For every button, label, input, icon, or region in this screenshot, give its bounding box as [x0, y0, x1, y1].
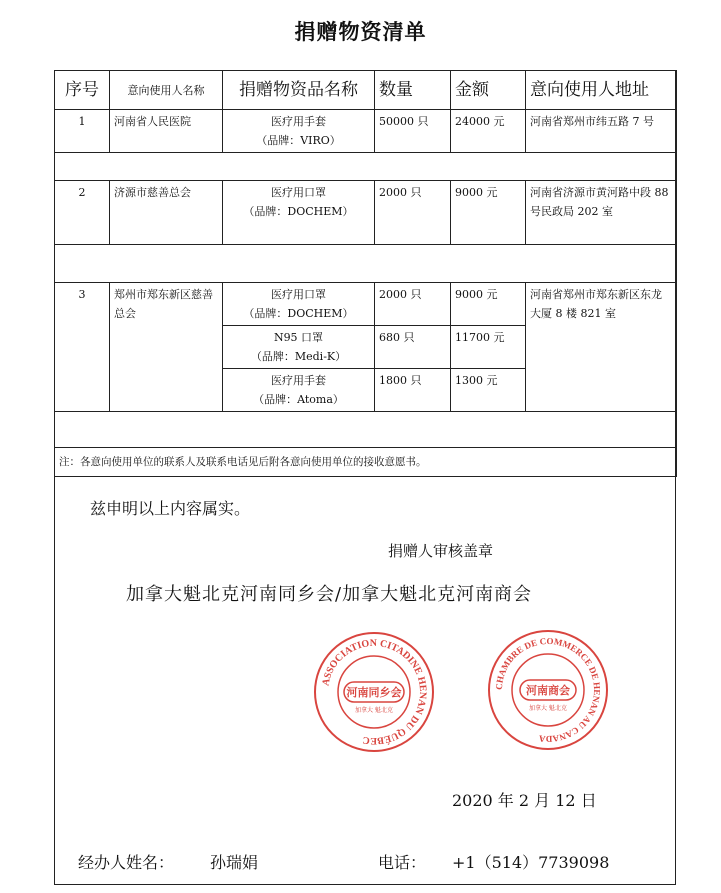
- header-qty: 数量: [375, 71, 451, 110]
- header-address: 意向使用人地址: [526, 71, 677, 110]
- seal-chamber-commerce-henan: [486, 628, 610, 752]
- row-qty: 50000 只: [375, 110, 451, 153]
- row-qty: 2000 只: [375, 283, 451, 326]
- row-no: 3: [55, 283, 110, 412]
- statement: 兹申明以上内容属实。: [90, 499, 251, 518]
- row-recipient: 郑州市郑东新区慈善总会: [110, 283, 223, 412]
- row-qty: 2000 只: [375, 181, 451, 245]
- spacer-row: [55, 412, 677, 448]
- item-name: 医疗用手套: [271, 115, 326, 128]
- organization-name: 加拿大魁北克河南同乡会/加拿大魁北克河南商会: [126, 584, 533, 605]
- item-name: N95 口罩: [273, 331, 324, 344]
- donation-table: [54, 70, 677, 477]
- note-row: [55, 448, 677, 477]
- item-brand: （品牌：Medi-K）: [250, 350, 347, 363]
- header-amount: 金额: [451, 71, 526, 110]
- row-address: 河南省郑州市郑东新区东龙大厦 8 楼 821 室: [526, 283, 677, 412]
- row-item: [223, 326, 375, 369]
- phone-number: +1（514）7739098: [452, 853, 610, 872]
- table-row: [55, 110, 677, 153]
- seal-center-text: 河南同乡会: [346, 686, 402, 699]
- row-amount: 1300 元: [451, 369, 526, 412]
- table-header-row: [55, 71, 677, 110]
- row-item: [223, 181, 375, 245]
- row-item: [223, 369, 375, 412]
- item-name: 医疗用口罩: [271, 186, 326, 199]
- handler-name: 孙瑞娟: [210, 853, 259, 872]
- table-note: 注：各意向使用单位的联系人及联系电话见后附各意向使用单位的接收意愿书。: [55, 448, 677, 477]
- seal-ring-text: CHAMBRE DE COMMERCE DE HENAN AU CANADA: [493, 635, 603, 745]
- row-qty: 680 只: [375, 326, 451, 369]
- seal-sub-text: 加拿大 魁北克: [355, 707, 393, 714]
- row-amount: 9000 元: [451, 283, 526, 326]
- row-no: 2: [55, 181, 110, 245]
- row-item: [223, 283, 375, 326]
- table-row: [55, 283, 677, 326]
- seal-ring-text: ASSOCIATION CITADINE HENAN DU QUÉBEC: [320, 637, 429, 747]
- item-name: 医疗用手套: [271, 374, 326, 387]
- header-no: 序号: [55, 71, 110, 110]
- item-brand: （品牌：DOCHEM）: [243, 307, 354, 320]
- item-brand: （品牌：Atoma）: [253, 393, 344, 406]
- auditor-label: 捐赠人审核盖章: [388, 542, 494, 560]
- row-no: 1: [55, 110, 110, 153]
- phone-label: 电话：: [378, 853, 427, 872]
- spacer-row: [55, 153, 677, 181]
- item-name: 医疗用口罩: [271, 288, 326, 301]
- row-amount: 9000 元: [451, 181, 526, 245]
- table-row: [55, 181, 677, 245]
- seal-sub-text: 加拿大 魁北克: [529, 705, 567, 712]
- row-amount: 11700 元: [451, 326, 526, 369]
- handler-label: 经办人姓名：: [78, 853, 175, 872]
- row-amount: 24000 元: [451, 110, 526, 153]
- item-brand: （品牌：DOCHEM）: [243, 205, 354, 218]
- item-brand: （品牌：VIRO）: [256, 134, 341, 147]
- header-recipient: 意向使用人名称: [110, 71, 223, 110]
- row-address: 河南省济源市黄河路中段 88 号民政局 202 室: [526, 181, 677, 245]
- spacer-row: [55, 245, 677, 283]
- row-qty: 1800 只: [375, 369, 451, 412]
- row-item: [223, 110, 375, 153]
- header-item: 捐赠物资品名称: [223, 71, 375, 110]
- row-address: 河南省郑州市纬五路 7 号: [526, 110, 677, 153]
- row-recipient: 济源市慈善总会: [110, 181, 223, 245]
- page-title: 捐赠物资清单: [294, 20, 427, 44]
- document-date: 2020 年 2 月 12 日: [452, 791, 597, 810]
- seal-association-henan-quebec: [312, 630, 436, 754]
- row-recipient: 河南省人民医院: [110, 110, 223, 153]
- seal-center-text: 河南商会: [526, 684, 570, 697]
